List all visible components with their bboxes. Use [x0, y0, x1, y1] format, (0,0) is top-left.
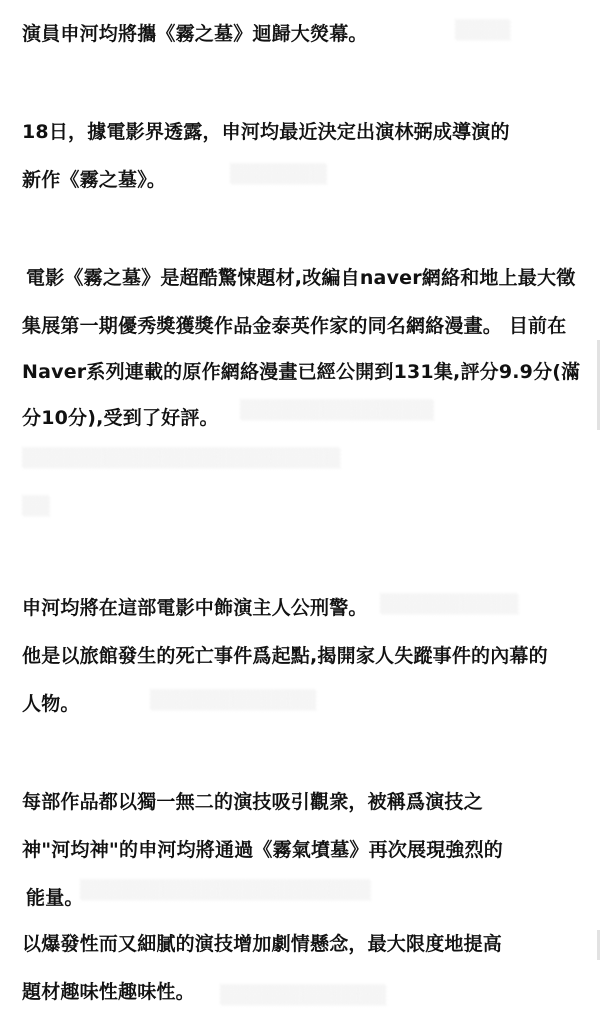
- ghost-overlay: ▒▒▒▒▒▒▒▒▒▒▒▒▒▒▒▒▒▒▒▒▒▒▒: [22, 448, 341, 469]
- paragraph-line: 人物。: [22, 693, 80, 715]
- ghost-overlay: ▒▒▒▒▒▒▒: [230, 164, 327, 185]
- edge-mark: [597, 930, 600, 960]
- paragraph-line: Naver系列連載的原作網絡漫畫已經公開到131集,評分9.9分(滿: [22, 361, 581, 383]
- paragraph-line: 題材趣味性趣味性。: [22, 981, 195, 1003]
- ghost-overlay: ▒▒▒▒: [455, 20, 511, 41]
- ghost-overlay: ▒▒▒▒▒▒▒▒▒▒: [380, 594, 519, 615]
- paragraph-line: 他是以旅館發生的死亡事件爲起點,揭開家人失蹤事件的內幕的: [22, 645, 548, 667]
- ghost-overlay: ▒▒▒▒▒▒▒▒▒▒▒▒▒▒▒▒▒▒▒▒▒: [80, 880, 371, 901]
- paragraph-line: 集展第一期優秀獎獲獎作品金泰英作家的同名網絡漫畫。 目前在: [22, 315, 567, 337]
- paragraph-line: 18日，據電影界透露，申河均最近決定出演林弼成導演的: [22, 121, 510, 143]
- paragraph-line: 申河均將在這部電影中飾演主人公刑警。: [22, 597, 368, 619]
- ghost-overlay: ▒▒: [22, 496, 50, 517]
- paragraph-line: 新作《霧之墓》。: [22, 169, 167, 191]
- ghost-overlay: ▒▒▒▒▒▒▒▒▒▒▒▒: [220, 985, 387, 1006]
- headline: 演員申河均將攜《霧之墓》迴歸大熒幕。: [22, 23, 368, 45]
- paragraph-line: 每部作品都以獨一無二的演技吸引觀衆，被稱爲演技之: [22, 791, 483, 813]
- paragraph-line: 能量。: [26, 887, 84, 909]
- paragraph-line: 分10分),受到了好評。: [22, 407, 219, 429]
- paragraph-line: 以爆發性而又細膩的演技增加劇情懸念，最大限度地提高: [22, 933, 503, 955]
- paragraph-line: 電影《霧之墓》是超酷驚悚題材,改編自naver網絡和地上最大徵: [26, 267, 576, 289]
- ghost-overlay: ▒▒▒▒▒▒▒▒▒▒▒▒▒▒: [240, 400, 434, 421]
- edge-mark: [597, 340, 600, 430]
- paragraph-line: 神"河均神"的申河均將通過《霧氣墳墓》再次展現強烈的: [22, 839, 503, 861]
- ghost-overlay: ▒▒▒▒▒▒▒▒▒▒▒▒: [150, 690, 317, 711]
